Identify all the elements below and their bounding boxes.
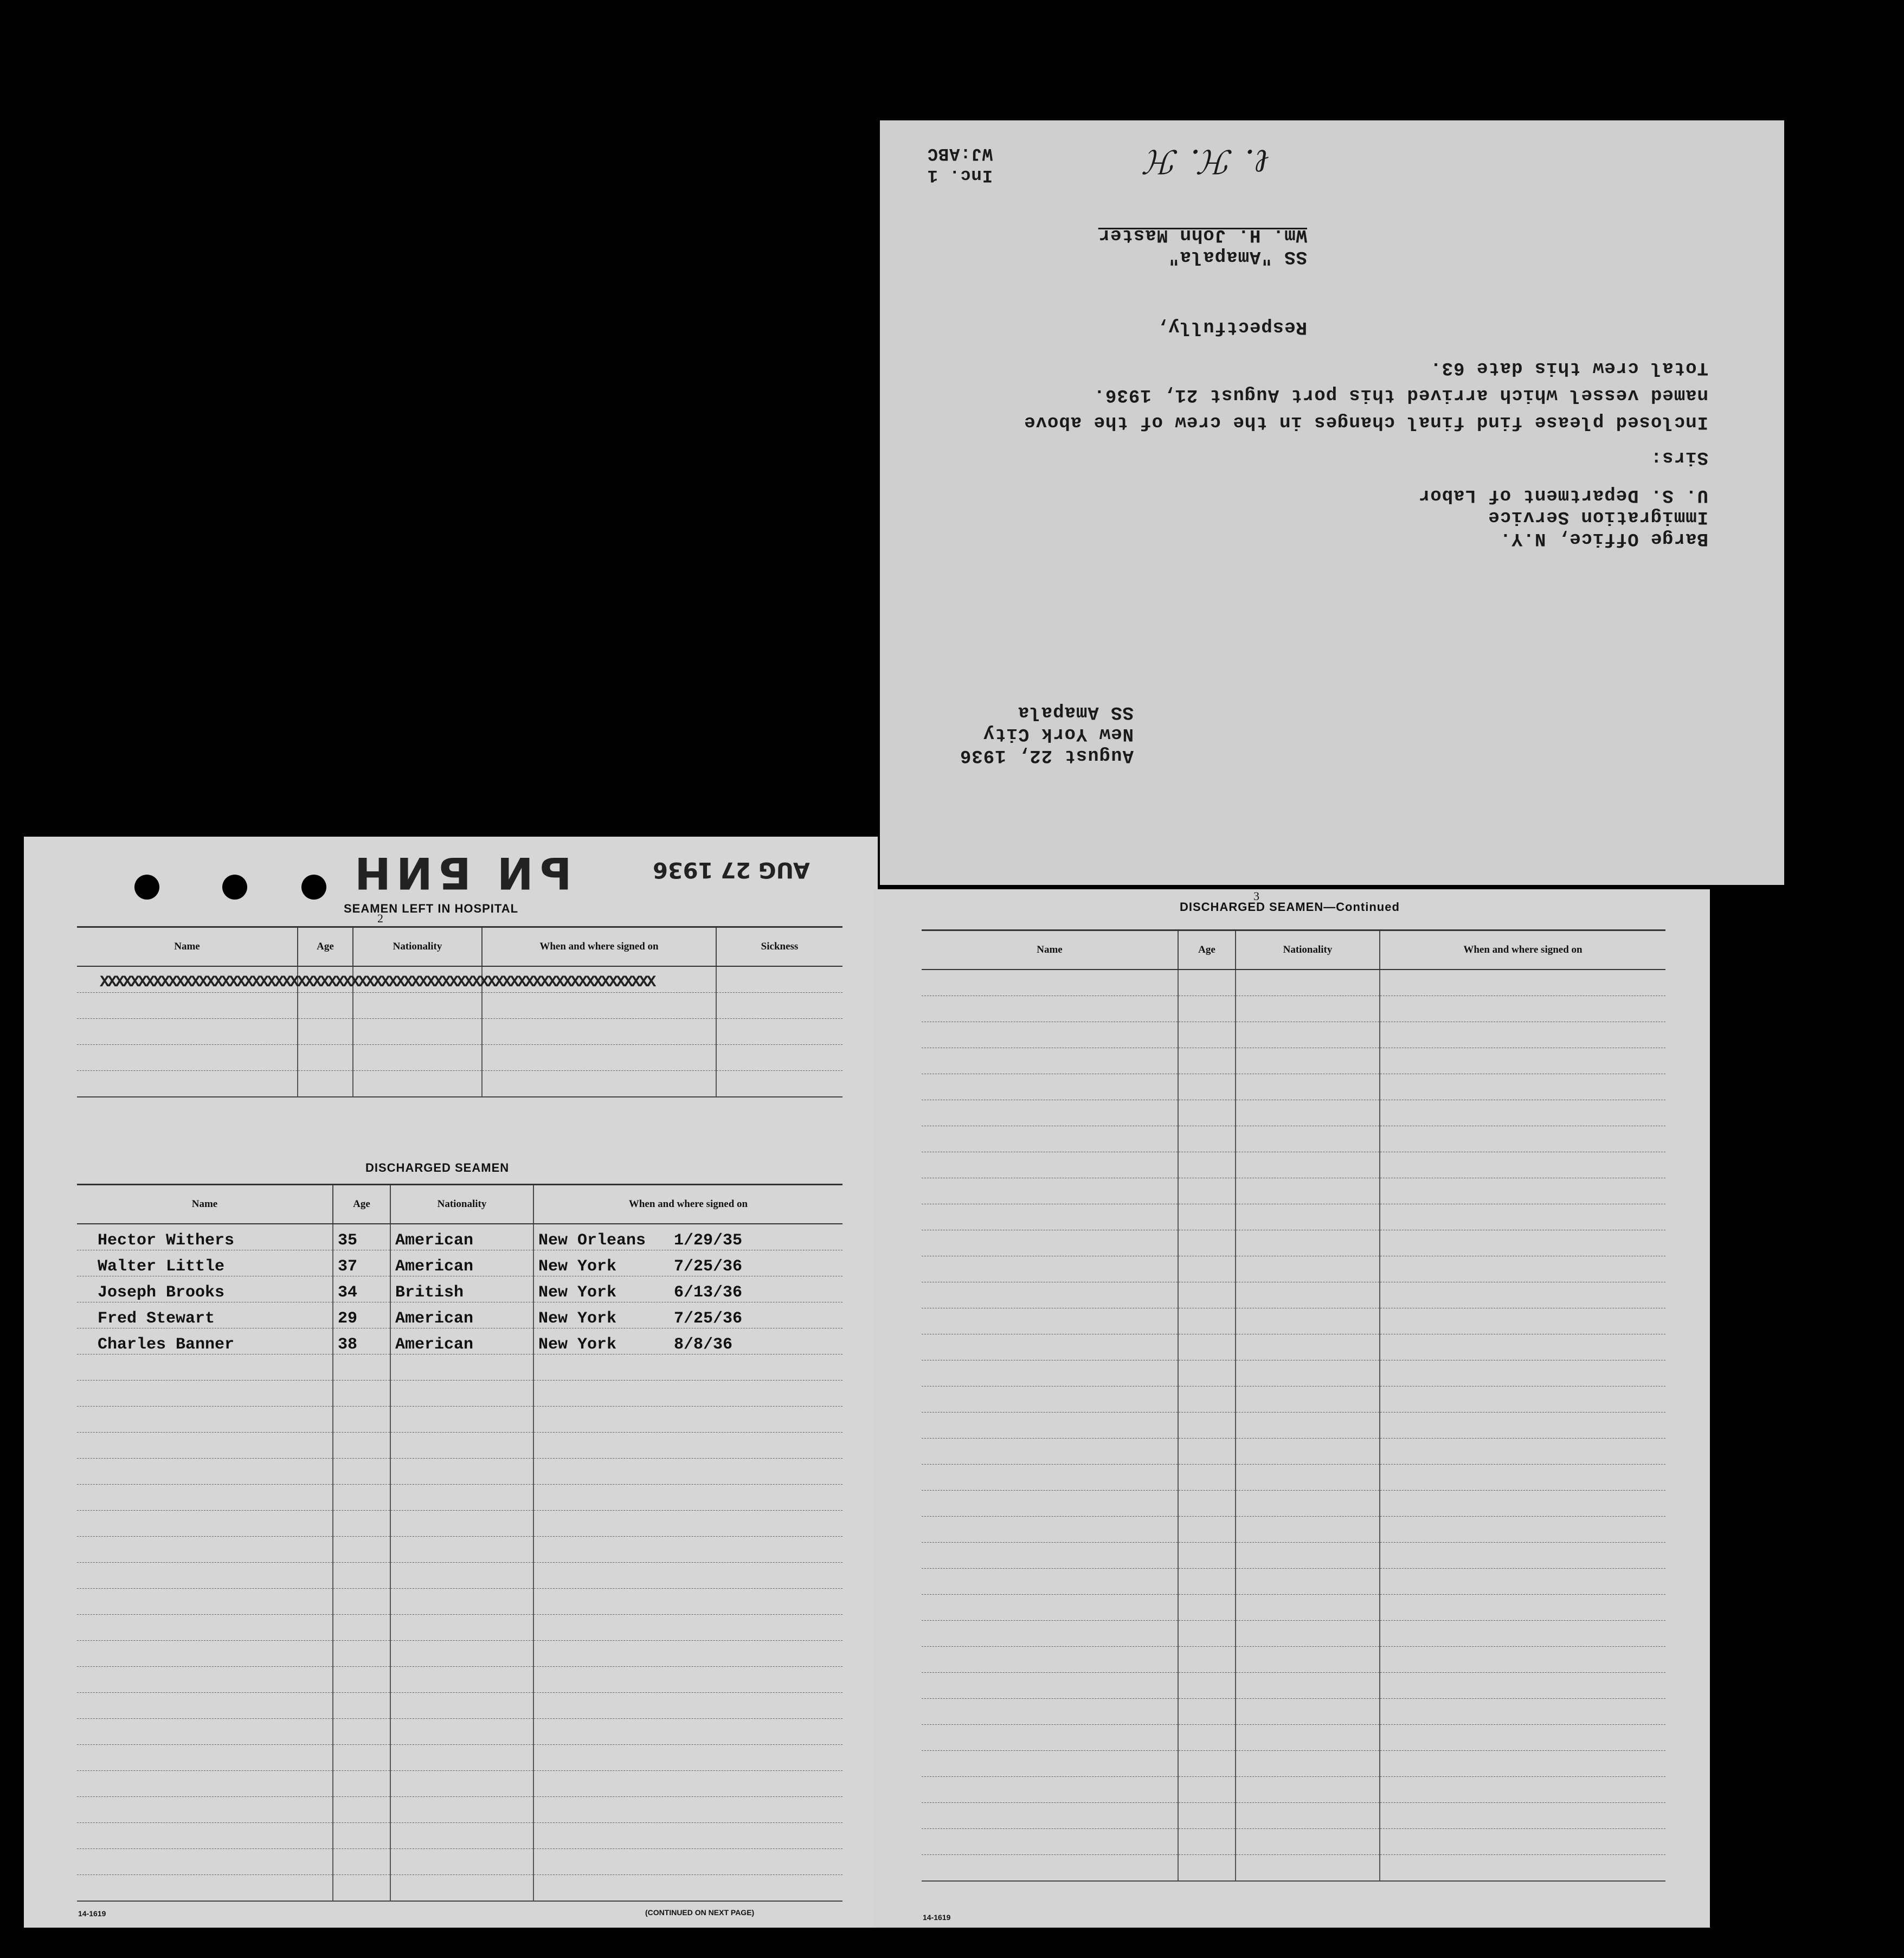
table-row [77,1407,842,1433]
letter-heading-date: August 22, 1936 [959,745,1134,766]
table-row [77,1641,842,1667]
table-row [77,1071,842,1097]
signed-on-cell [533,1224,842,1250]
signed-place: New Orleans [538,1231,646,1250]
punch-hole [301,875,326,900]
table-row [922,1517,1665,1543]
continued-note: (CONTINUED ON NEXT PAGE) [645,1908,755,1917]
letter-salutation: Sirs: [1650,447,1708,467]
letter-ship-name: SS "Amapala" [1168,246,1307,267]
registry-stamp-number: ЬИ БИН [349,848,572,898]
nationality-cell: American [390,1302,533,1328]
nationality-cell: American [390,1250,533,1276]
table-row [922,1022,1665,1048]
table-row [77,993,842,1019]
letter-reference: WJ:ABC [927,144,993,164]
discharged-section-title: DISCHARGED SEAMEN [365,1161,510,1174]
table-row [922,1360,1665,1386]
col-signed-on: When and where signed on [1380,930,1665,970]
letter-address-2: Immigration Service [1488,506,1708,527]
table-row [922,1282,1665,1308]
table-row [922,1699,1665,1725]
letter-address-1: U. S. Department of Labor [1418,485,1708,505]
table-row [77,1433,842,1459]
table-row [77,1485,842,1511]
right-form-page [874,889,1710,1928]
col-signed-on: When and where signed on [533,1185,842,1224]
table-row [77,1019,842,1045]
table-row [922,1413,1665,1439]
table-row [922,1178,1665,1204]
table-row [922,1595,1665,1621]
struck-out-entry: XXXXXXXXXXXXXXXXXXXXXXXXXXXXXXXXXXXXXXXXXXXXXXXXXXXXXXXXXXXXXXXXXXXXXXXXX [100,973,654,992]
table-row [77,1045,842,1071]
col-signed-on: When and where signed on [482,927,716,967]
table-row [922,1777,1665,1803]
table-row [77,1745,842,1771]
col-name: Name [922,930,1178,970]
table-row [922,1074,1665,1100]
table-row [922,1334,1665,1360]
signed-date: 7/25/36 [674,1257,743,1276]
table-row [922,1647,1665,1673]
col-age: Age [298,927,353,967]
date-stamp: AUG 27 1936 [653,857,810,882]
table-row [922,1230,1665,1256]
table-row [77,1875,842,1902]
table-row [922,1048,1665,1074]
table-row [77,1459,842,1485]
continued-table-body [922,970,1665,1881]
table-row [922,1621,1665,1647]
age-cell: 38 [333,1328,390,1354]
table-row [922,1829,1665,1855]
table-row [77,1511,842,1537]
table-row [77,1328,842,1354]
table-row [922,1439,1665,1465]
col-nationality: Nationality [1236,930,1380,970]
table-row [922,1126,1665,1152]
page-number: 3 [1253,889,1259,903]
col-name: Name [77,927,298,967]
table-row [922,1256,1665,1282]
table-row [77,1823,842,1849]
table-row [922,1204,1665,1230]
hospital-table [77,926,842,1097]
letter-address-3: Barge Office, N.Y. [1499,528,1708,549]
discharged-continued-title: DISCHARGED SEAMEN—Continued [1180,900,1400,914]
table-row [922,1673,1665,1699]
table-row [922,1491,1665,1517]
age-cell: 29 [333,1302,390,1328]
age-cell: 34 [333,1276,390,1302]
table-row [922,1152,1665,1178]
nationality-cell: American [390,1224,533,1250]
age-cell: 35 [333,1224,390,1250]
discharged-continued-table [922,929,1665,1882]
table-row [922,970,1665,996]
signed-place: New York [538,1283,617,1302]
name-cell: Hector Withers [77,1224,333,1250]
form-number: 14-1619 [78,1909,106,1918]
letter-heading-ship: SS Amapala [1017,702,1134,722]
letter-heading-city: New York City [982,723,1134,744]
punch-hole [134,875,159,900]
table-row [77,1276,842,1302]
col-age: Age [333,1185,390,1224]
table-row [77,1719,842,1745]
nationality-cell: British [390,1276,533,1302]
signed-place: New York [538,1309,617,1328]
table-row [922,1725,1665,1751]
letter-total-crew: Total crew this date 63. [1430,357,1708,378]
name-cell: Fred Stewart [77,1302,333,1328]
letter-closing: Respectfully, [1156,317,1307,337]
signed-on-cell [533,1250,842,1276]
table-row [922,1855,1665,1882]
name-cell: Joseph Brooks [77,1276,333,1302]
crew-change-letter [880,120,1784,885]
col-nationality: Nationality [390,1185,533,1224]
nationality-cell: American [390,1328,533,1354]
table-row [77,1563,842,1589]
discharged-table-body [77,1224,842,1901]
table-row [922,1543,1665,1569]
signed-on-cell [533,1328,842,1354]
name-cell: Walter Little [77,1250,333,1276]
page-number: 2 [377,911,383,925]
table-row [77,1224,842,1250]
table-row [922,1100,1665,1126]
letter-body-line-1: Inclosed please find final changes in the crew of the above [1024,412,1708,432]
table-row [922,1308,1665,1334]
signed-date: 8/8/36 [674,1336,733,1354]
table-row [77,1849,842,1875]
table-row [77,1667,842,1693]
table-row [77,1537,842,1563]
signed-date: 6/13/36 [674,1283,743,1302]
signed-on-cell [533,1276,842,1302]
table-row [77,1302,842,1328]
table-row [77,1693,842,1719]
table-row [922,1465,1665,1491]
table-row [922,1751,1665,1777]
col-age: Age [1178,930,1236,970]
left-form-page [24,837,878,1928]
table-row [77,1381,842,1407]
signed-place: New York [538,1257,617,1276]
table-row [77,1354,842,1381]
hospital-section-title: SEAMEN LEFT IN HOSPITAL [344,902,519,915]
table-row [77,1771,842,1797]
table-row [922,1803,1665,1829]
age-cell: 37 [333,1250,390,1276]
table-row [922,1386,1665,1413]
letter-text-rotated [880,120,1784,885]
table-row [922,1569,1665,1595]
table-row [77,1250,842,1276]
handwritten-signature: ℓ. ℋ. ℋ [1146,142,1269,180]
letter-enclosure: Inc. 1 [927,165,993,185]
discharged-table [77,1184,842,1902]
signed-date: 1/29/35 [674,1231,743,1250]
table-row [77,1615,842,1641]
signed-place: New York [538,1336,617,1354]
table-row [922,996,1665,1022]
signed-on-cell [533,1302,842,1328]
punch-hole [222,875,247,900]
signed-date: 7/25/36 [674,1309,743,1328]
col-name: Name [77,1185,333,1224]
col-sickness: Sickness [716,927,842,967]
letter-body-line-2: named vessel which arrived this port August 21, 1936. [1093,384,1708,405]
table-row [77,1797,842,1823]
col-nationality: Nationality [353,927,482,967]
letter-signatory: Wm. H. John Master [1098,224,1307,245]
table-row [77,1589,842,1615]
name-cell: Charles Banner [77,1328,333,1354]
form-number: 14-1619 [923,1913,951,1922]
